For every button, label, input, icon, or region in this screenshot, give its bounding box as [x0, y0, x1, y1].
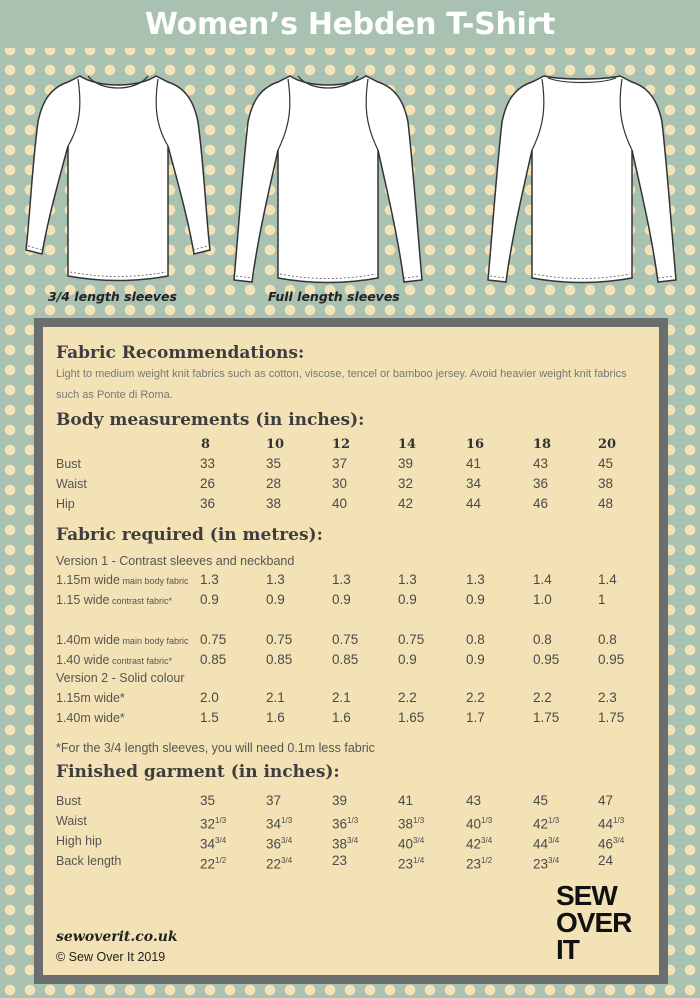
size-label: 8 — [201, 437, 211, 452]
whole-number: 38 — [398, 816, 414, 832]
whole-number: 46 — [598, 836, 614, 852]
fraction: 1/3 — [613, 816, 625, 825]
caption-full-length-sleeves: Full length sleeves — [268, 289, 400, 304]
row-label: 1.40m wide* — [56, 711, 125, 725]
row-label: Bust — [56, 794, 82, 808]
fabric-recommendations-heading: Fabric Recommendations: — [56, 343, 305, 363]
row-label: High hip — [56, 834, 102, 848]
fraction: 1/3 — [413, 816, 425, 825]
row-label-main: 1.15m wide — [56, 573, 120, 587]
cell-value: 36 — [533, 476, 549, 491]
whole-number: 23 — [466, 856, 482, 872]
cell-value: 48 — [598, 496, 614, 511]
fraction: 3/4 — [613, 836, 625, 845]
fraction: 3/4 — [548, 856, 560, 865]
cell-value: 0.9 — [332, 592, 351, 607]
cell-value: 2.3 — [598, 690, 617, 705]
fabric-required-heading: Fabric required (in metres): — [56, 525, 323, 545]
whole-number: 40 — [398, 836, 414, 852]
cell-value — [598, 813, 624, 833]
whole-number: 22 — [266, 856, 282, 872]
cell-value — [332, 813, 358, 833]
cell-value — [533, 813, 559, 833]
row-label-detail: contrast fabric* — [109, 596, 173, 606]
version-2-label: Version 2 - Solid colour — [56, 671, 185, 685]
cell-value: 1.3 — [466, 572, 485, 587]
fabric-recommendations-text: Light to medium weight knit fabrics such as cotton, viscose, tencel or bamboo jersey. Avoid heavier weight knit fabrics such as Ponte di Roma. — [56, 368, 627, 401]
cell-value: 42 — [398, 496, 414, 511]
cell-value: 0.85 — [332, 652, 359, 667]
cell-value: 30 — [332, 476, 348, 491]
cell-value: 0.9 — [398, 652, 417, 667]
cell-value — [266, 833, 292, 853]
row-label: 1.15m wide* — [56, 691, 125, 705]
logo-line: IT — [556, 934, 579, 965]
cell-value: 0.75 — [398, 632, 425, 647]
logo-line: OVER — [556, 907, 632, 938]
whole-number: 44 — [533, 836, 549, 852]
row-label-main: 1.15 wide — [56, 593, 110, 607]
whole-number: 32 — [200, 816, 216, 832]
size-label: 12 — [332, 437, 351, 452]
fraction: 3/4 — [281, 856, 293, 865]
cell-value — [332, 793, 347, 809]
size-label: 20 — [598, 437, 617, 452]
row-label — [56, 572, 188, 589]
sew-over-it-logo — [556, 882, 631, 963]
version-1-label: Version 1 - Contrast sleeves and neckband — [56, 554, 295, 568]
size-label: 10 — [266, 437, 285, 452]
cell-value: 45 — [598, 456, 614, 471]
cell-value — [466, 853, 492, 873]
cell-value — [332, 853, 347, 869]
cell-value: 0.75 — [266, 632, 293, 647]
copyright-label: © Sew Over It 2019 — [56, 950, 166, 964]
row-label: Waist — [56, 814, 87, 828]
fraction: 1/3 — [481, 816, 493, 825]
cell-value: 1.75 — [533, 710, 560, 725]
cell-value: 1.7 — [466, 710, 485, 725]
cell-value: 1.75 — [598, 710, 625, 725]
cell-value — [533, 793, 548, 809]
cell-value: 39 — [398, 456, 414, 471]
cell-value — [398, 853, 424, 873]
cell-value — [598, 793, 613, 809]
cell-value: 0.8 — [598, 632, 617, 647]
cell-value: 0.85 — [200, 652, 227, 667]
row-label: Waist — [56, 477, 87, 491]
row-label-main: 1.40 wide — [56, 653, 110, 667]
whole-number: 40 — [466, 816, 482, 832]
cell-value — [266, 813, 292, 833]
cell-value: 0.8 — [466, 632, 485, 647]
size-label: 14 — [398, 437, 417, 452]
cell-value — [200, 833, 226, 853]
cell-value: 28 — [266, 476, 282, 491]
whole-number: 38 — [332, 836, 348, 852]
row-label: Hip — [56, 497, 75, 511]
cell-value: 0.9 — [200, 592, 219, 607]
fraction: 3/4 — [481, 836, 493, 845]
cell-value: 1.4 — [598, 572, 617, 587]
row-label-main: 1.40m wide — [56, 633, 120, 647]
cell-value: 2.1 — [266, 690, 285, 705]
cell-value: 2.0 — [200, 690, 219, 705]
cell-value: 1.6 — [332, 710, 351, 725]
cell-value: 0.75 — [200, 632, 227, 647]
logo-line: SEW — [556, 880, 617, 911]
cell-value: 1.3 — [266, 572, 285, 587]
cell-value — [266, 793, 281, 809]
row-label: Back length — [56, 854, 122, 868]
cell-value — [598, 853, 613, 869]
cell-value: 37 — [332, 456, 348, 471]
cell-value: 38 — [266, 496, 282, 511]
shirt-back-view — [482, 66, 682, 290]
cell-value — [200, 793, 215, 809]
cell-value: 2.2 — [533, 690, 552, 705]
whole-number: 34 — [200, 836, 216, 852]
shirt-front-three-quarter-sleeve — [18, 66, 218, 290]
row-label — [56, 652, 172, 669]
page-title: Women’s Hebden T-Shirt — [0, 0, 700, 48]
cell-value: 38 — [598, 476, 614, 491]
fabric-note: *For the 3/4 length sleeves, you will need 0.1m less fabric — [56, 741, 375, 755]
cell-value — [466, 793, 481, 809]
caption-three-quarter-sleeves: 3/4 length sleeves — [48, 289, 177, 304]
cell-value: 43 — [533, 456, 549, 471]
cell-value — [533, 853, 559, 873]
cell-value: 0.9 — [398, 592, 417, 607]
fraction: 3/4 — [548, 836, 560, 845]
whole-number: 22 — [200, 856, 216, 872]
fraction: 3/4 — [413, 836, 425, 845]
cell-value: 41 — [466, 456, 482, 471]
whole-number: 23 — [398, 856, 414, 872]
cell-value: 1.4 — [533, 572, 552, 587]
size-label: 16 — [466, 437, 485, 452]
cell-value: 1.3 — [398, 572, 417, 587]
fraction: 1/3 — [281, 816, 293, 825]
cell-value: 35 — [266, 456, 282, 471]
fraction: 1/3 — [347, 816, 359, 825]
whole-number: 43 — [466, 793, 482, 808]
fraction: 1/2 — [481, 856, 493, 865]
cell-value — [466, 833, 492, 853]
row-label-detail: main body fabric — [119, 636, 189, 646]
row-label-detail: contrast fabric* — [109, 656, 173, 666]
fraction: 3/4 — [281, 836, 293, 845]
fraction: 3/4 — [215, 836, 227, 845]
cell-value: 0.9 — [266, 592, 285, 607]
cell-value: 0.95 — [533, 652, 560, 667]
cell-value: 1.0 — [533, 592, 552, 607]
cell-value — [200, 853, 226, 873]
cell-value: 34 — [466, 476, 482, 491]
cell-value: 0.75 — [332, 632, 359, 647]
cell-value: 26 — [200, 476, 216, 491]
cell-value: 0.9 — [466, 652, 485, 667]
fraction: 1/3 — [548, 816, 560, 825]
whole-number: 42 — [533, 816, 549, 832]
cell-value — [398, 813, 424, 833]
whole-number: 36 — [266, 836, 282, 852]
whole-number: 45 — [533, 793, 549, 808]
cell-value: 0.85 — [266, 652, 293, 667]
cell-value: 2.2 — [466, 690, 485, 705]
whole-number: 44 — [598, 816, 614, 832]
size-label: 18 — [533, 437, 552, 452]
cell-value: 46 — [533, 496, 549, 511]
cell-value: 40 — [332, 496, 348, 511]
cell-value — [332, 833, 358, 853]
cell-value — [466, 813, 492, 833]
row-label — [56, 632, 188, 649]
cell-value: 33 — [200, 456, 216, 471]
cell-value: 1.65 — [398, 710, 425, 725]
cell-value: 1.5 — [200, 710, 219, 725]
shirt-front-full-sleeve — [228, 66, 428, 290]
whole-number: 36 — [332, 816, 348, 832]
cell-value — [533, 833, 559, 853]
row-label: Bust — [56, 457, 82, 471]
whole-number: 35 — [200, 793, 216, 808]
row-label-detail: main body fabric — [119, 576, 189, 586]
cell-value: 44 — [466, 496, 482, 511]
fraction: 3/4 — [347, 836, 359, 845]
cell-value — [598, 833, 624, 853]
whole-number: 24 — [598, 853, 614, 868]
cell-value: 36 — [200, 496, 216, 511]
whole-number: 42 — [466, 836, 482, 852]
cell-value: 1.3 — [332, 572, 351, 587]
website-label: sewoverit.co.uk — [56, 929, 178, 945]
cell-value: 2.1 — [332, 690, 351, 705]
whole-number: 34 — [266, 816, 282, 832]
row-label — [56, 592, 172, 609]
cell-value: 1.3 — [200, 572, 219, 587]
cell-value: 0.9 — [466, 592, 485, 607]
cell-value: 0.95 — [598, 652, 625, 667]
cell-value — [398, 833, 424, 853]
finished-garment-heading: Finished garment (in inches): — [56, 762, 340, 782]
cell-value: 1.6 — [266, 710, 285, 725]
fraction: 1/2 — [215, 856, 227, 865]
cell-value: 32 — [398, 476, 414, 491]
cell-value — [200, 813, 226, 833]
cell-value — [266, 853, 292, 873]
whole-number: 47 — [598, 793, 614, 808]
whole-number: 23 — [533, 856, 549, 872]
whole-number: 23 — [332, 853, 348, 868]
cell-value: 2.2 — [398, 690, 417, 705]
whole-number: 37 — [266, 793, 282, 808]
cell-value: 0.8 — [533, 632, 552, 647]
whole-number: 41 — [398, 793, 414, 808]
whole-number: 39 — [332, 793, 348, 808]
cell-value — [398, 793, 413, 809]
cell-value: 1 — [598, 592, 606, 607]
fraction: 1/3 — [215, 816, 227, 825]
fraction: 1/4 — [413, 856, 425, 865]
body-measurements-heading: Body measurements (in inches): — [56, 410, 365, 430]
